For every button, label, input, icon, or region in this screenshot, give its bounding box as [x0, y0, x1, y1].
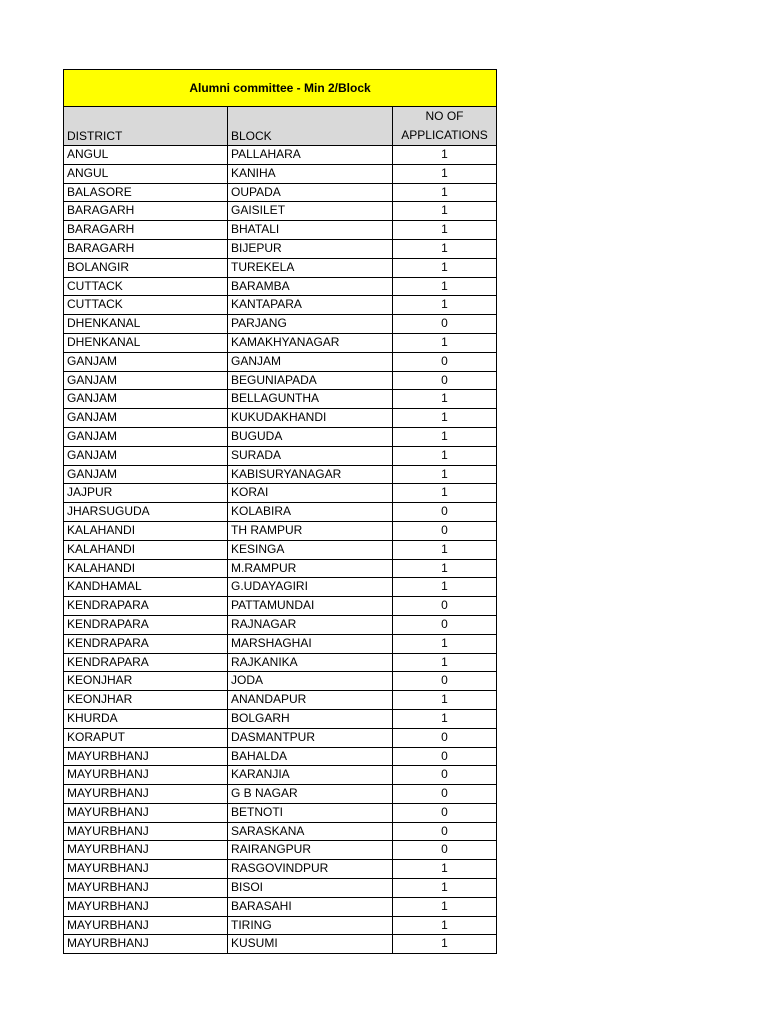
header-district-label: DISTRICT	[67, 129, 123, 143]
applications-cell: 0	[441, 372, 448, 387]
applications-cell: 1	[441, 203, 448, 218]
block-cell: GAISILET	[228, 202, 393, 220]
district-cell: KENDRAPARA	[64, 635, 228, 653]
block-cell: SARASKANA	[228, 823, 393, 841]
block-cell: KORAI	[228, 484, 393, 502]
district-cell: GANJAM	[64, 390, 228, 408]
applications-cell: 0	[441, 823, 448, 838]
table-row	[63, 654, 497, 673]
header-applications	[393, 107, 496, 145]
table-body	[63, 146, 497, 954]
district-cell: MAYURBHANJ	[64, 860, 228, 878]
table-row	[63, 296, 497, 315]
table-row	[63, 259, 497, 278]
district-cell: KENDRAPARA	[64, 616, 228, 634]
block-cell: DASMANTPUR	[228, 729, 393, 747]
table-row	[63, 560, 497, 579]
block-cell: BAHALDA	[228, 748, 393, 766]
district-cell: KEONJHAR	[64, 691, 228, 709]
district-cell: GANJAM	[64, 353, 228, 371]
table-row	[63, 353, 497, 372]
district-cell: ANGUL	[64, 146, 228, 164]
block-cell: KARANJIA	[228, 766, 393, 784]
applications-cell: 1	[441, 898, 448, 913]
district-cell: ANGUL	[64, 165, 228, 183]
block-cell: PARJANG	[228, 315, 393, 333]
district-cell: MAYURBHANJ	[64, 766, 228, 784]
block-cell: PATTAMUNDAI	[228, 597, 393, 615]
district-cell: MAYURBHANJ	[64, 917, 228, 935]
applications-cell: 1	[441, 466, 448, 481]
applications-cell: 1	[441, 222, 448, 237]
applications-cell: 1	[441, 147, 448, 161]
block-cell: TUREKELA	[228, 259, 393, 277]
table-row	[63, 804, 497, 823]
table-row	[63, 766, 497, 785]
applications-cell: 0	[441, 767, 448, 782]
block-cell: ANANDAPUR	[228, 691, 393, 709]
block-cell: BETNOTI	[228, 804, 393, 822]
table-row	[63, 315, 497, 334]
table-row	[63, 917, 497, 936]
district-cell: JAJPUR	[64, 484, 228, 502]
district-cell: MAYURBHANJ	[64, 841, 228, 859]
district-cell: GANJAM	[64, 466, 228, 484]
table-row	[63, 409, 497, 428]
block-cell: PALLAHARA	[228, 146, 393, 164]
block-cell: KOLABIRA	[228, 503, 393, 521]
applications-cell: 1	[441, 861, 448, 876]
block-cell: KUKUDAKHANDI	[228, 409, 393, 427]
district-cell: KHURDA	[64, 710, 228, 728]
district-cell: MAYURBHANJ	[64, 898, 228, 916]
table-row	[63, 466, 497, 485]
table-row	[63, 578, 497, 597]
block-cell: TH RAMPUR	[228, 522, 393, 540]
block-cell: KANTAPARA	[228, 296, 393, 314]
block-cell: KESINGA	[228, 541, 393, 559]
block-cell: RAJNAGAR	[228, 616, 393, 634]
district-cell: BARAGARH	[64, 202, 228, 220]
block-cell: GANJAM	[228, 353, 393, 371]
block-cell: BIJEPUR	[228, 240, 393, 258]
applications-cell: 1	[441, 165, 448, 180]
table-row	[63, 898, 497, 917]
applications-cell: 1	[441, 297, 448, 312]
district-cell: MAYURBHANJ	[64, 935, 228, 953]
table-row	[63, 841, 497, 860]
table-row	[63, 221, 497, 240]
table-row	[63, 710, 497, 729]
table-row	[63, 522, 497, 541]
district-cell: GANJAM	[64, 447, 228, 465]
table-row	[63, 447, 497, 466]
district-cell: DHENKANAL	[64, 315, 228, 333]
block-cell: BOLGARH	[228, 710, 393, 728]
applications-cell: 1	[441, 428, 448, 443]
block-cell: RAJKANIKA	[228, 654, 393, 672]
applications-cell: 0	[441, 842, 448, 857]
table-row	[63, 635, 497, 654]
applications-cell: 0	[441, 504, 448, 519]
district-cell: KEONJHAR	[64, 672, 228, 690]
table-row	[63, 823, 497, 842]
table-row	[63, 860, 497, 879]
block-cell: TIRING	[228, 917, 393, 935]
district-cell: JHARSUGUDA	[64, 503, 228, 521]
district-cell: MAYURBHANJ	[64, 748, 228, 766]
district-cell: MAYURBHANJ	[64, 804, 228, 822]
block-cell: BARASAHI	[228, 898, 393, 916]
block-cell: M.RAMPUR	[228, 560, 393, 578]
block-cell: BISOI	[228, 879, 393, 897]
block-cell: KANIHA	[228, 165, 393, 183]
table-row	[63, 729, 497, 748]
table-row	[63, 935, 497, 954]
header-district	[64, 107, 228, 145]
applications-cell: 0	[441, 804, 448, 819]
applications-cell: 1	[441, 654, 448, 669]
district-cell: BALASORE	[64, 184, 228, 202]
district-cell: GANJAM	[64, 372, 228, 390]
block-cell: BARAMBA	[228, 278, 393, 296]
district-cell: KALAHANDI	[64, 560, 228, 578]
block-cell: MARSHAGHAI	[228, 635, 393, 653]
district-cell: KALAHANDI	[64, 522, 228, 540]
district-cell: MAYURBHANJ	[64, 823, 228, 841]
table-row	[63, 240, 497, 259]
applications-cell: 1	[441, 541, 448, 556]
district-cell: KENDRAPARA	[64, 654, 228, 672]
header-block-label: BLOCK	[231, 129, 272, 143]
applications-cell: 1	[441, 278, 448, 293]
applications-cell: 1	[441, 240, 448, 255]
district-cell: KALAHANDI	[64, 541, 228, 559]
applications-cell: 1	[441, 635, 448, 650]
block-cell: SURADA	[228, 447, 393, 465]
table-row	[63, 184, 497, 203]
applications-cell: 0	[441, 673, 448, 688]
applications-cell: 0	[441, 616, 448, 631]
table-row	[63, 541, 497, 560]
applications-cell: 1	[441, 447, 448, 462]
applications-cell: 1	[441, 710, 448, 725]
table-row	[63, 503, 497, 522]
district-cell: KANDHAMAL	[64, 578, 228, 596]
applications-cell: 0	[441, 353, 448, 368]
block-cell: JODA	[228, 672, 393, 690]
applications-cell: 0	[441, 316, 448, 331]
district-cell: MAYURBHANJ	[64, 879, 228, 897]
applications-cell: 1	[441, 692, 448, 707]
block-cell: BUGUDA	[228, 428, 393, 446]
district-cell: CUTTACK	[64, 296, 228, 314]
table-row	[63, 597, 497, 616]
block-cell: BEGUNIAPADA	[228, 372, 393, 390]
header-applications-line2: APPLICATIONS	[401, 128, 488, 142]
block-cell: KABISURYANAGAR	[228, 466, 393, 484]
table-row	[63, 390, 497, 409]
applications-cell: 1	[441, 259, 448, 274]
district-cell: KORAPUT	[64, 729, 228, 747]
applications-cell: 1	[441, 410, 448, 425]
district-cell: MAYURBHANJ	[64, 785, 228, 803]
block-cell: OUPADA	[228, 184, 393, 202]
table-row	[63, 202, 497, 221]
applications-cell: 1	[441, 560, 448, 575]
header-row	[63, 107, 497, 146]
block-cell: G B NAGAR	[228, 785, 393, 803]
applications-cell: 0	[441, 522, 448, 537]
applications-cell: 1	[441, 334, 448, 349]
applications-cell: 1	[441, 880, 448, 895]
table-row	[63, 372, 497, 391]
table-row	[63, 278, 497, 297]
table-row	[63, 748, 497, 767]
spreadsheet-table	[63, 69, 497, 954]
block-cell: KAMAKHYANAGAR	[228, 334, 393, 352]
block-cell: BHATALI	[228, 221, 393, 239]
header-applications-line1: NO OF	[425, 109, 464, 123]
block-cell: G.UDAYAGIRI	[228, 578, 393, 596]
district-cell: CUTTACK	[64, 278, 228, 296]
table-row	[63, 616, 497, 635]
applications-cell: 1	[441, 579, 448, 594]
block-cell: RAIRANGPUR	[228, 841, 393, 859]
applications-cell: 0	[441, 598, 448, 613]
table-row	[63, 672, 497, 691]
applications-cell: 1	[441, 184, 448, 199]
applications-cell: 1	[441, 485, 448, 500]
district-cell: KENDRAPARA	[64, 597, 228, 615]
table-row	[63, 428, 497, 447]
applications-cell: 0	[441, 786, 448, 801]
block-cell: RASGOVINDPUR	[228, 860, 393, 878]
district-cell: GANJAM	[64, 409, 228, 427]
applications-cell: 0	[441, 748, 448, 763]
table-row	[63, 165, 497, 184]
table-row	[63, 146, 497, 165]
district-cell: BARAGARH	[64, 240, 228, 258]
table-row	[63, 785, 497, 804]
table-row	[63, 484, 497, 503]
applications-cell: 1	[441, 917, 448, 932]
district-cell: BARAGARH	[64, 221, 228, 239]
header-block	[228, 107, 393, 145]
table-row	[63, 691, 497, 710]
table-row	[63, 334, 497, 353]
table-row	[63, 879, 497, 898]
applications-cell: 1	[441, 936, 448, 951]
applications-cell: 0	[441, 729, 448, 744]
table-title: Alumni committee - Min 2/Block	[63, 69, 497, 107]
district-cell: DHENKANAL	[64, 334, 228, 352]
block-cell: BELLAGUNTHA	[228, 390, 393, 408]
district-cell: BOLANGIR	[64, 259, 228, 277]
block-cell: KUSUMI	[228, 935, 393, 953]
applications-cell: 1	[441, 391, 448, 406]
district-cell: GANJAM	[64, 428, 228, 446]
